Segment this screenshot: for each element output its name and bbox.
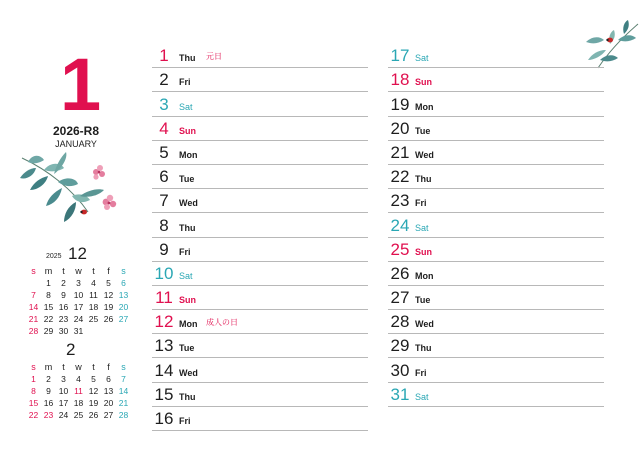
day-row xyxy=(152,117,368,141)
day-of-week: Fri xyxy=(415,198,427,209)
day-row xyxy=(152,286,368,310)
mini-calendar-day: 18 xyxy=(73,398,84,408)
mini-calendar-day: 20 xyxy=(118,302,129,312)
day-number: 1 xyxy=(159,46,169,66)
mini-calendar-day: 2 xyxy=(61,278,66,288)
mini-calendar-weekday-header: s xyxy=(121,362,126,372)
day-number: 27 xyxy=(390,288,410,308)
mini-calendar-day: 30 xyxy=(58,326,69,336)
mini-calendar-day: 27 xyxy=(118,314,129,324)
day-row xyxy=(388,68,604,92)
mini-calendar-day: 21 xyxy=(28,314,39,324)
day-of-week: Wed xyxy=(415,149,434,160)
day-number: 25 xyxy=(390,239,410,259)
mini-calendar-day: 25 xyxy=(73,410,84,420)
mini-calendar-weekday-header: t xyxy=(92,362,95,372)
day-number: 24 xyxy=(390,215,410,235)
day-row xyxy=(388,92,604,116)
mini-calendar-day: 27 xyxy=(103,410,114,420)
day-row xyxy=(152,141,368,165)
mini-calendar-grid xyxy=(26,266,130,337)
mini-calendar-day: 12 xyxy=(88,386,99,396)
day-number: 29 xyxy=(390,336,410,356)
day-number: 10 xyxy=(154,263,174,283)
day-row xyxy=(388,358,604,382)
mini-calendar-day xyxy=(26,278,41,289)
mini-calendar-weekday-header: f xyxy=(107,266,110,276)
mini-calendar-day: 6 xyxy=(106,374,111,384)
mini-calendar-day: 16 xyxy=(58,302,69,312)
mini-calendar-day: 22 xyxy=(28,410,39,420)
day-row xyxy=(388,189,604,213)
mini-calendar-day: 24 xyxy=(58,410,69,420)
mini-calendar-day: 26 xyxy=(103,314,114,324)
day-number: 15 xyxy=(154,384,174,404)
day-of-week: Fri xyxy=(179,416,191,426)
mini-calendar-day: 1 xyxy=(46,278,51,288)
day-of-week: Thu xyxy=(179,53,196,64)
day-row xyxy=(152,334,368,358)
day-number: 26 xyxy=(390,263,410,283)
day-row xyxy=(388,117,604,141)
day-of-week: Sat xyxy=(179,101,193,112)
day-of-week: Thu xyxy=(179,222,196,233)
mini-calendar-day: 11 xyxy=(89,290,98,300)
day-row xyxy=(388,286,604,310)
day-number: 16 xyxy=(154,409,174,428)
pink-flower-illustration xyxy=(93,165,116,210)
mini-calendar-day: 28 xyxy=(28,326,39,336)
day-number: 7 xyxy=(159,191,169,211)
day-of-week: Tue xyxy=(179,174,195,185)
day-row xyxy=(152,213,368,237)
day-row xyxy=(152,262,368,286)
day-number: 28 xyxy=(390,312,410,332)
mini-calendar-day: 22 xyxy=(43,314,54,324)
mini-calendar-day: 14 xyxy=(118,386,129,396)
day-row xyxy=(152,189,368,213)
day-number: 4 xyxy=(159,118,169,138)
day-row xyxy=(152,92,368,116)
day-row xyxy=(152,310,368,334)
mini-calendar-day: 20 xyxy=(103,398,114,408)
day-of-week: Mon xyxy=(179,319,198,330)
mini-calendar-day: 7 xyxy=(121,374,126,384)
mini-calendar-day: 17 xyxy=(73,302,84,312)
mini-calendar-day: 5 xyxy=(106,278,111,288)
day-of-week: Mon xyxy=(179,149,198,160)
day-number: 18 xyxy=(390,70,410,90)
mini-calendar-day: 3 xyxy=(61,374,66,384)
day-number: 12 xyxy=(154,312,174,332)
day-number: 8 xyxy=(159,215,169,235)
day-row xyxy=(388,238,604,262)
mini-calendar-day: 11 xyxy=(74,386,83,396)
day-of-week: Mon xyxy=(415,101,434,112)
day-row xyxy=(152,383,368,407)
day-list-column-left xyxy=(152,44,368,431)
mini-calendar-day: 26 xyxy=(88,410,99,420)
day-of-week: Thu xyxy=(179,391,196,402)
day-number: 13 xyxy=(154,336,174,356)
mini-calendar-day: 17 xyxy=(58,398,69,408)
day-number: 5 xyxy=(159,142,169,162)
mini-calendar-weekday-header: f xyxy=(107,362,110,372)
mini-calendar-day xyxy=(116,326,131,337)
mini-calendar-day: 3 xyxy=(76,278,81,288)
day-row xyxy=(388,334,604,358)
mini-calendar-day: 19 xyxy=(88,398,99,408)
day-row xyxy=(152,44,368,68)
day-row xyxy=(152,358,368,382)
day-number: 31 xyxy=(390,384,410,404)
day-of-week: Fri xyxy=(415,367,427,378)
day-of-week: Sat xyxy=(415,222,429,233)
day-number: 22 xyxy=(390,167,410,187)
mini-calendar-day: 14 xyxy=(28,302,39,312)
mini-calendar-day: 23 xyxy=(43,410,54,420)
day-of-week: Wed xyxy=(179,367,198,378)
day-number: 6 xyxy=(159,167,169,187)
mini-calendar-day: 4 xyxy=(76,374,81,384)
mini-calendar-weekday-header: s xyxy=(121,266,126,276)
mini-calendar-weekday-header: t xyxy=(62,266,65,276)
mini-calendar-day: 21 xyxy=(118,398,129,408)
day-number: 20 xyxy=(390,118,410,138)
day-number: 11 xyxy=(155,288,173,308)
mini-calendar-day xyxy=(86,326,101,337)
day-number: 21 xyxy=(390,142,410,162)
day-row xyxy=(388,262,604,286)
day-of-week: Mon xyxy=(415,270,434,281)
day-of-week: Tue xyxy=(415,125,431,136)
mini-calendar-day: 6 xyxy=(121,278,126,288)
day-number: 23 xyxy=(390,191,410,211)
day-number: 2 xyxy=(159,70,169,90)
day-of-week: Wed xyxy=(179,198,198,209)
day-row xyxy=(388,141,604,165)
ladybug-illustration xyxy=(606,38,613,43)
mini-calendar-day: 16 xyxy=(43,398,54,408)
mini-calendar-day: 13 xyxy=(118,290,129,300)
mini-calendar-weekday-header: s xyxy=(31,362,36,372)
mini-calendar-day xyxy=(101,326,116,337)
mini-calendar-day: 9 xyxy=(46,386,51,396)
day-of-week: Sun xyxy=(179,125,196,136)
day-row xyxy=(388,44,604,68)
day-row xyxy=(152,238,368,262)
mini-calendar-previous-month xyxy=(26,244,130,337)
mini-calendar-day: 10 xyxy=(58,386,69,396)
mini-calendar-day: 19 xyxy=(103,302,114,312)
mini-calendar-day: 23 xyxy=(58,314,69,324)
mini-calendar-month: 2 xyxy=(66,340,76,359)
holiday-name: 成人の日 xyxy=(206,318,238,328)
day-number: 3 xyxy=(159,94,169,114)
day-of-week: Sat xyxy=(179,270,193,281)
mini-calendar-day: 31 xyxy=(73,326,84,336)
mini-calendar-day: 2 xyxy=(46,374,51,384)
mini-calendar-day: 24 xyxy=(73,314,84,324)
mini-calendar-weekday-header: s xyxy=(31,266,36,276)
holiday-name: 元日 xyxy=(206,52,222,62)
mini-calendar-weekday-header: w xyxy=(75,266,82,276)
day-of-week: Thu xyxy=(415,174,432,185)
day-of-week: Sun xyxy=(179,295,196,306)
day-number: 19 xyxy=(390,94,410,114)
day-row xyxy=(388,213,604,237)
day-of-week: Fri xyxy=(179,77,191,88)
day-of-week: Wed xyxy=(415,319,434,330)
day-row xyxy=(388,383,604,407)
day-number: 30 xyxy=(390,360,410,380)
mini-calendar-weekday-header: t xyxy=(62,362,65,372)
leaf-branch-illustration xyxy=(18,150,128,230)
mini-calendar-day: 25 xyxy=(88,314,99,324)
mini-calendar-grid xyxy=(26,362,130,421)
mini-calendar-day: 18 xyxy=(88,302,99,312)
day-of-week: Tue xyxy=(179,343,195,354)
year-label: 2026-R8 xyxy=(52,124,100,138)
mini-calendar-weekday-header: m xyxy=(44,362,53,372)
mini-calendar-next-month xyxy=(26,340,130,421)
ladybug-illustration xyxy=(80,210,87,215)
day-number: 14 xyxy=(154,360,174,380)
day-row xyxy=(388,165,604,189)
mini-calendar-day: 1 xyxy=(31,374,36,384)
day-row xyxy=(388,310,604,334)
mini-calendar-day: 29 xyxy=(43,326,54,336)
day-of-week: Sun xyxy=(415,77,432,88)
day-row xyxy=(152,68,368,92)
day-of-week: Thu xyxy=(415,343,432,354)
mini-calendar-day: 7 xyxy=(31,290,36,300)
mini-calendar-day: 15 xyxy=(43,302,54,312)
month-number: 1 xyxy=(60,43,102,126)
day-row xyxy=(152,407,368,431)
mini-calendar-day: 28 xyxy=(118,410,129,420)
mini-calendar-weekday-header: t xyxy=(92,266,95,276)
day-of-week: Tue xyxy=(415,295,431,306)
mini-calendar-day: 10 xyxy=(73,290,84,300)
month-name: JANUARY xyxy=(55,139,97,149)
day-row xyxy=(152,165,368,189)
day-number: 9 xyxy=(159,239,169,259)
mini-calendar-year: 2025 xyxy=(46,253,62,260)
day-of-week: Fri xyxy=(179,246,191,257)
mini-calendar-day: 9 xyxy=(61,290,66,300)
mini-calendar-day: 4 xyxy=(91,278,96,288)
mini-calendar-day: 13 xyxy=(103,386,114,396)
day-of-week: Sun xyxy=(415,246,432,257)
mini-calendar-day: 12 xyxy=(103,290,114,300)
mini-calendar-day: 8 xyxy=(46,290,51,300)
mini-calendar-month: 12 xyxy=(68,244,87,263)
mini-calendar-day: 5 xyxy=(91,374,96,384)
day-number: 17 xyxy=(390,46,410,66)
mini-calendar-day: 8 xyxy=(31,386,36,396)
mini-calendar-weekday-header: m xyxy=(44,266,53,276)
day-of-week: Sat xyxy=(415,391,429,402)
mini-calendar-day: 15 xyxy=(28,398,39,408)
day-of-week: Sat xyxy=(415,53,429,64)
mini-calendar-weekday-header: w xyxy=(75,362,82,372)
day-list-column-right xyxy=(388,44,604,407)
